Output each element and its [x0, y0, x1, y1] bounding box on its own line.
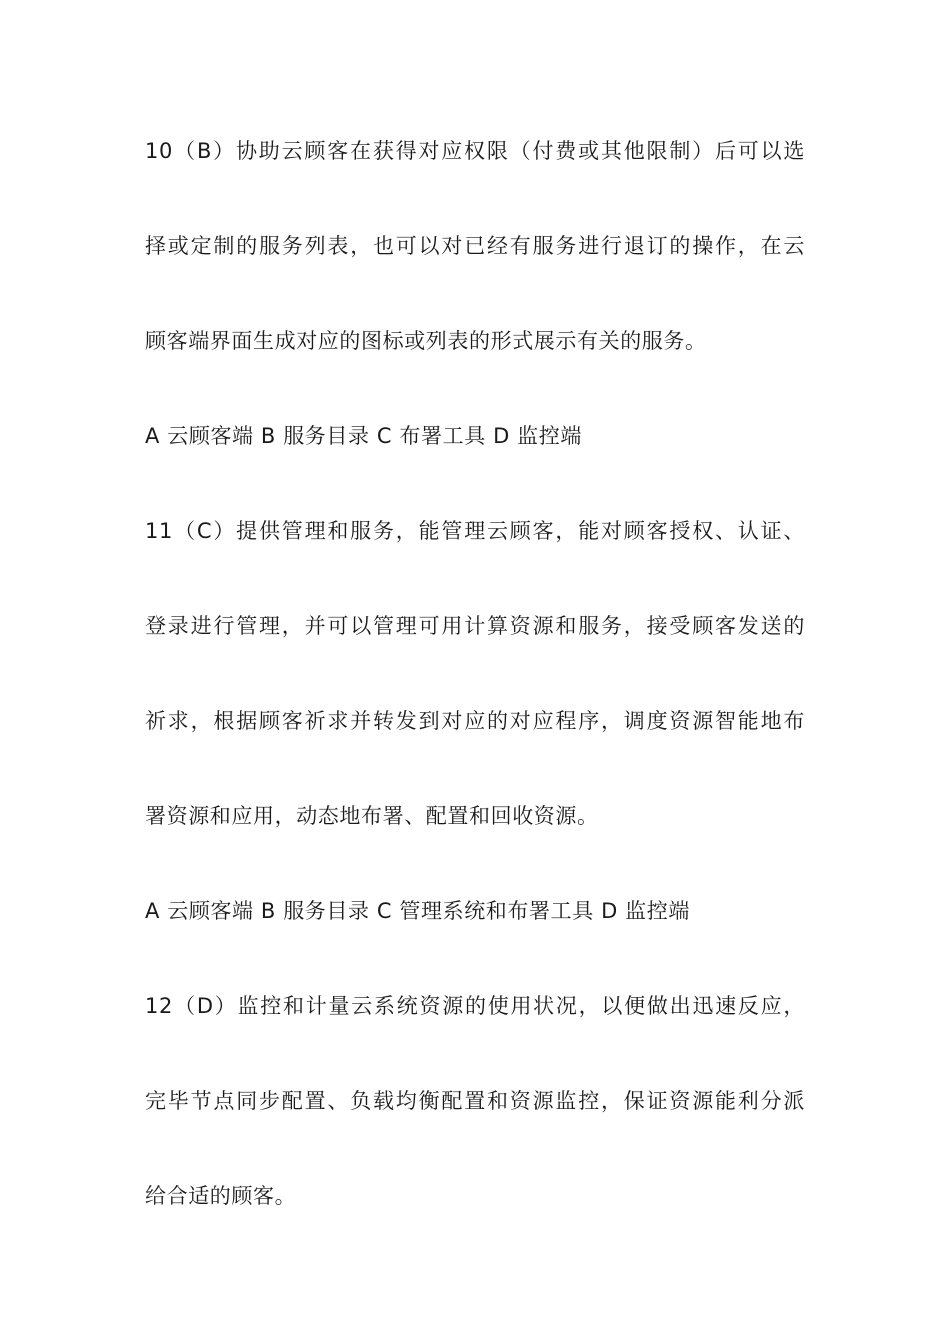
- question-10-line-3: 顾客端界面生成对应的图标或列表的形式展示有关的服务。: [145, 329, 707, 353]
- question-11-line-3: 祈求，根据顾客祈求并转发到对应的对应程序，调度资源智能地布: [145, 709, 805, 733]
- question-12-line-3: 给合适的顾客。: [145, 1184, 297, 1208]
- question-10-line-2: 择或定制的服务列表，也可以对已经有服务进行退订的操作，在云: [145, 234, 805, 258]
- question-11-line-2: 登录进行管理，并可以管理可用计算资源和服务，接受顾客发送的: [145, 614, 805, 638]
- question-11-options: A 云顾客端 B 服务目录 C 管理系统和布署工具 D 监控端: [145, 899, 690, 923]
- question-11-line-1: 11（C）提供管理和服务，能管理云顾客，能对顾客授权、认证、: [145, 519, 805, 543]
- question-12-line-2: 完毕节点同步配置、负载均衡配置和资源监控，保证资源能利分派: [145, 1089, 805, 1113]
- question-11-line-4: 署资源和应用，动态地布署、配置和回收资源。: [145, 804, 599, 828]
- question-10-line-1: 10（B）协助云顾客在获得对应权限（付费或其他限制）后可以选: [145, 139, 805, 163]
- question-12-line-1: 12（D）监控和计量云系统资源的使用状况，以便做出迅速反应，: [145, 994, 805, 1018]
- question-10-options: A 云顾客端 B 服务目录 C 布署工具 D 监控端: [145, 424, 582, 448]
